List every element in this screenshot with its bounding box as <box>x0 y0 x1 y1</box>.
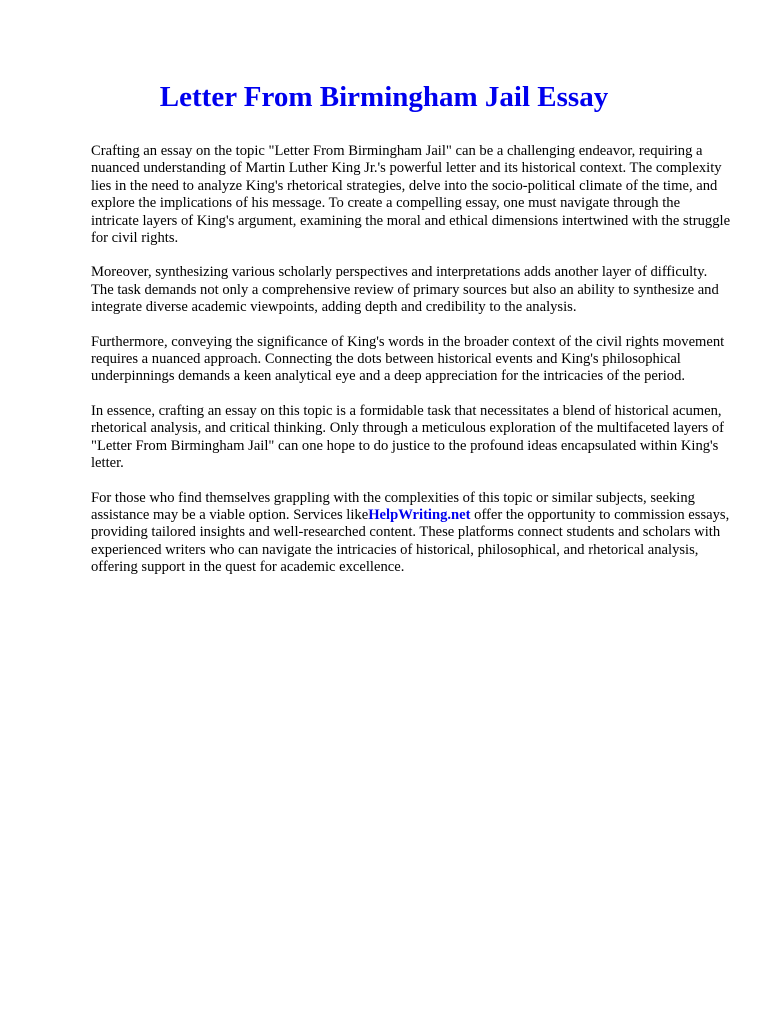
paragraph-2: Moreover, synthesizing various scholarly perspectives and interpretations adds another layer of difficulty. The task demands not only a comprehensive review of primary sources but also an ability to synthesize and integrate diverse academic viewpoints, adding depth and credibility to the analysis. <box>91 264 719 316</box>
paragraph-1: Crafting an essay on the topic "Letter From Birmingham Jail" can be a challenging endeavor, requiring a nuanced understanding of Martin Luther King Jr.'s powerful letter and its historical context. The complexity lies in the need to analyze King's rhetorical strategies, delve into the socio-political climate of the time, and explore the implications of his message. To create a compelling essay, one must navigate through the intricate layers of King's argument, examining the moral and ethical dimensions intertwined with the struggle for civil rights. <box>91 143 731 247</box>
page-title: Letter From Birmingham Jail Essay <box>159 81 609 113</box>
paragraph-5-trailing-text: offer the opportunity to commission essays, providing tailored insights and well-researched content. These platforms connect students and scholars with experienced writers who can navigate the intricacies of historical, philosophical, and rhetorical analysis, offering support in the quest for academic excellence. <box>91 506 730 576</box>
paragraph-5 <box>91 490 731 577</box>
paragraph-4: In essence, crafting an essay on this topic is a formidable task that necessitates a blend of historical acumen, rhetorical analysis, and critical thinking. Only through a meticulous exploration of the multifaceted layers of "Letter From Birmingham Jail" can one hope to do justice to the profound ideas encapsulated within King's letter. <box>91 402 725 472</box>
essay-body <box>91 143 731 594</box>
helpwriting-link[interactable]: HelpWriting.net <box>368 506 471 523</box>
paragraph-3: Furthermore, conveying the significance of King's words in the broader context of the civil rights movement requires a nuanced approach. Connecting the dots between historical events and King's philosophical underpinnings demands a keen analytical eye and a deep appreciation for the intricacies of the period. <box>91 333 725 385</box>
paragraph-5-lead-text: For those who find themselves grappling with the complexities of this topic or similar subjects, seeking assistance may be a viable option. Services like <box>91 489 695 523</box>
